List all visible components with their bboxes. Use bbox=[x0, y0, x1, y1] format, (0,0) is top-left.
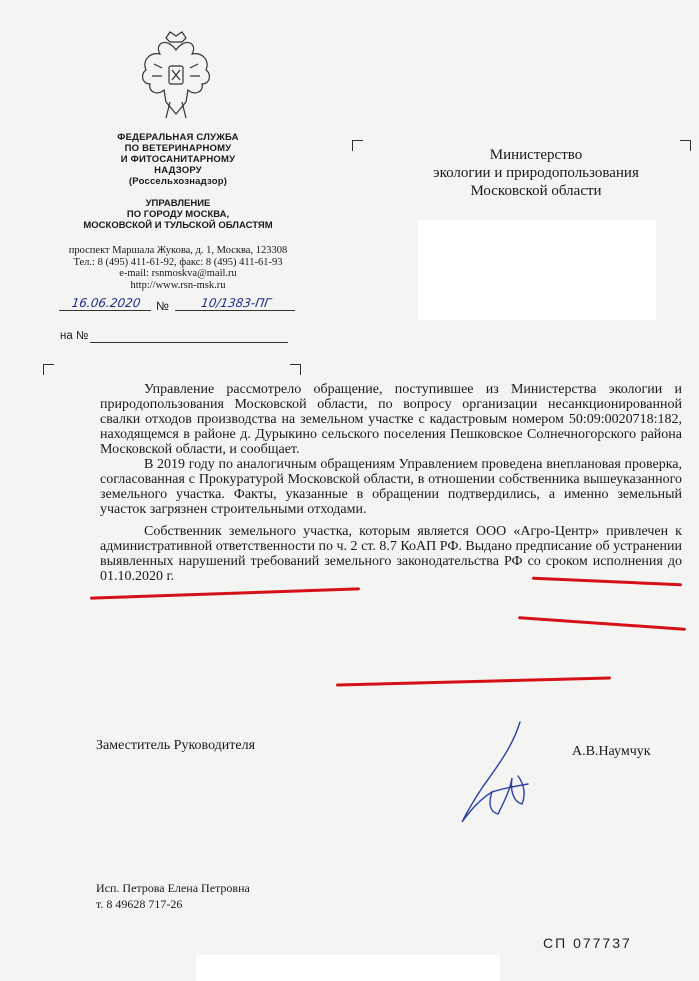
agency-name bbox=[60, 132, 296, 187]
addressee-line: экологии и природопользования bbox=[433, 165, 639, 181]
signatory-name: А.В.Наумчук bbox=[572, 744, 651, 759]
agency-line: ПО ВЕТЕРИНАРНОМУ bbox=[124, 143, 232, 154]
body-text: . bbox=[363, 502, 367, 517]
executor-phone: т. 8 49628 717-26 bbox=[96, 897, 183, 911]
addressee-block bbox=[405, 146, 667, 200]
addressee-line: Московской области bbox=[470, 183, 602, 199]
highlighted-text: земельный участок загрязнен строительными отходами bbox=[100, 487, 682, 517]
red-underline bbox=[518, 616, 686, 631]
letter-date: 16.06.2020 bbox=[59, 296, 153, 311]
address-text: проспект Маршала Жукова, д. 1, Москва, 123308 bbox=[68, 245, 288, 256]
letter-body bbox=[100, 382, 682, 584]
red-underline bbox=[90, 587, 360, 599]
letter-number: 10/1383-ПГ bbox=[175, 296, 297, 311]
number-label: № bbox=[156, 299, 169, 313]
signatory-title: Заместитель Руководителя bbox=[96, 738, 256, 753]
coat-of-arms-emblem bbox=[136, 30, 216, 122]
highlighted-company: ООО «Агро-Центр» bbox=[475, 524, 599, 539]
contact-block bbox=[56, 245, 300, 291]
corner-mark bbox=[43, 364, 54, 375]
form-serial-number: СП 077737 bbox=[543, 935, 632, 951]
department-line: МОСКОВСКОЙ И ТУЛЬСКОЙ ОБЛАСТЯМ bbox=[83, 220, 273, 231]
redaction-box bbox=[196, 955, 500, 981]
body-text: привлечен к административной ответственности по ч. 2 ст. 8.7 КоАП РФ. Выдано предписание об устранении выявленных нарушений требований земельного законодательства РФ bbox=[100, 524, 682, 569]
reply-blank-line bbox=[90, 342, 288, 343]
body-text: В 2019 году по аналогичным обращениям Управлением проведена внеплановая проверка, согласованная с Прокуратурой Московской области, в отношении собственника вышеуказанного земельного участка. Факты, указанные в обращении подтвердились, а именно bbox=[100, 457, 682, 502]
corner-mark bbox=[352, 140, 363, 151]
corner-mark bbox=[290, 364, 301, 375]
executor-name: Исп. Петрова Елена Петровна bbox=[96, 881, 250, 895]
body-paragraph-3 bbox=[100, 524, 682, 584]
agency-short-name: (Россельхознадзор) bbox=[128, 176, 228, 187]
email-text: e-mail: rsnmoskva@mail.ru bbox=[119, 268, 237, 279]
body-text: Собственник земельного участка, которым является bbox=[144, 524, 476, 539]
highlighted-deadline: со сроком исполнения до 01.10.2020 г. bbox=[100, 554, 682, 584]
red-underline bbox=[336, 676, 611, 686]
corner-mark bbox=[680, 140, 691, 151]
agency-line: НАДЗОРУ bbox=[154, 165, 202, 176]
agency-line: ФЕДЕРАЛЬНАЯ СЛУЖБА bbox=[117, 132, 239, 143]
reply-reference bbox=[60, 330, 288, 346]
department-line: ПО ГОРОДУ МОСКВА, bbox=[126, 209, 230, 220]
body-paragraph-1: Управление рассмотрело обращение, поступившее из Министерства экологии и природопользования Московской области, по вопросу организации несанкционированной свалки отходов производства на земельном участке с кадастровым номером 50:09:0020718:182, находящемся в районе д. Дурыкино сельского поселения Пешковское Солнечногорского района Московской области, и сообщает. bbox=[100, 382, 682, 457]
department-line: УПРАВЛЕНИЕ bbox=[145, 198, 211, 209]
outgoing-reference bbox=[60, 296, 300, 318]
agency-line: И ФИТОСАНИТАРНОМУ bbox=[120, 154, 236, 165]
addressee-line: Министерство bbox=[489, 147, 583, 163]
executor-block bbox=[96, 880, 250, 912]
website-text: http://www.rsn-msk.ru bbox=[130, 279, 226, 291]
phone-fax-text: Тел.: 8 (495) 411-61-92, факс: 8 (495) 411-61-93 bbox=[73, 256, 283, 268]
redaction-box bbox=[418, 220, 656, 320]
department-name bbox=[56, 198, 300, 231]
reply-label: на № bbox=[60, 330, 89, 342]
body-paragraph-2 bbox=[100, 457, 682, 517]
handwritten-signature bbox=[452, 718, 542, 828]
